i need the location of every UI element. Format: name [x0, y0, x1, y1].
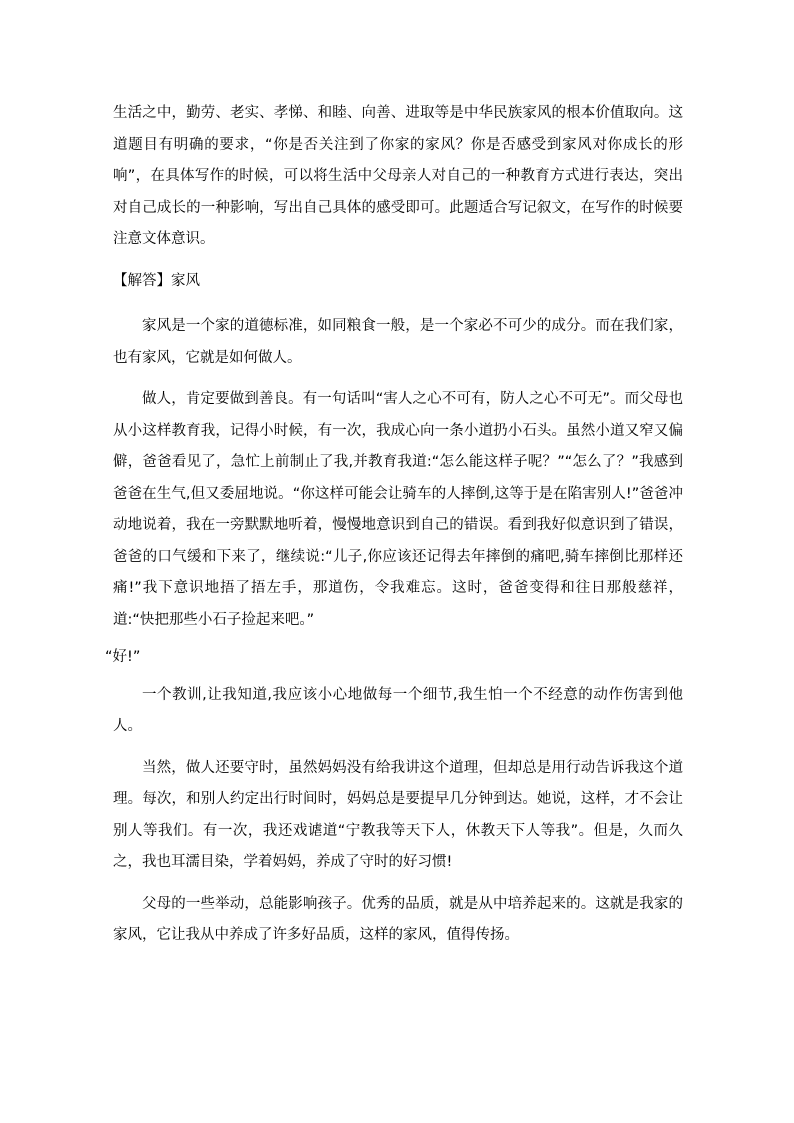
paragraph-family-style-definition: 家风是一个家的道德标准，如同粮食一般，是一个家必不可少的成分。而在我们家，也有家风，它就是如何做人。: [113, 318, 683, 366]
paragraph-kindness-story: 做人，肯定要做到善良。有一句话叫“害人之心不可有，防人之心不可无”。而父母也从小这样教育我，记得小时候，有一次，我成心向一条小道扔小石头。虽然小道又窄又偏僻，爸爸看见了，急忙上前制止了我,并教育我道:“怎么能这样子呢？”“怎么了？”我感到爸爸在生气,但又委屈地说。“你这样可能会让骑车的人摔倒,这等于是在陷害别人!”爸爸冲动地说着，我在一旁默默地听着，慢慢地意识到自己的错误。看到我好似意识到了错误，爸爸的口气缓和下来了，继续说:“儿子,你应该还记得去年摔倒的痛吧,骑车摔倒比那样还痛!”我下意识地捂了捂左手，那道伤，令我难忘。这时，爸爸变得和往日那般慈祥，道:“快把那些小石子捡起来吧。”: [113, 391, 683, 628]
answer-heading: 【解答】家风: [113, 272, 200, 289]
paragraph-reply: “好!”: [105, 649, 141, 665]
document-page: [105, 98, 683, 962]
paragraph-lesson: 一个教训,让我知道,我应该小心地做每一个细节,我生怕一个不经意的动作伤害到他人。: [113, 686, 683, 734]
paragraph-intro: 生活之中，勤劳、老实、孝悌、和睦、向善、进取等是中华民族家风的根本价值取向。这道题目有明确的要求，“你是否关注到了你家的家风？你是否感受到家风对你成长的形响”，在具体写作的时候，可以将生活中父母亲人对自己的一种教育方式进行表达，突出对自己成长的一种影响，写出自己具体的感受即可。此题适合写记叙文，在写作的时候要注意文体意识。: [113, 105, 683, 247]
paragraph-punctuality: 当然，做人还要守时，虽然妈妈没有给我讲这个道理，但却总是用行动告诉我这个道理。每次，和别人约定出行时间时，妈妈总是要提早几分钟到达。她说，这样，才不会让别人等我们。有一次，我还戏谑道“宁教我等天下人，休教天下人等我”。但是，久而久之，我也耳濡目染，学着妈妈，养成了守时的好习惯!: [113, 759, 683, 870]
paragraph-conclusion: 父母的一些举动，总能影响孩子。优秀的品质，就是从中培养起来的。这就是我家的家风，它让我从中养成了许多好品质，这样的家风，值得传扬。: [113, 895, 683, 943]
